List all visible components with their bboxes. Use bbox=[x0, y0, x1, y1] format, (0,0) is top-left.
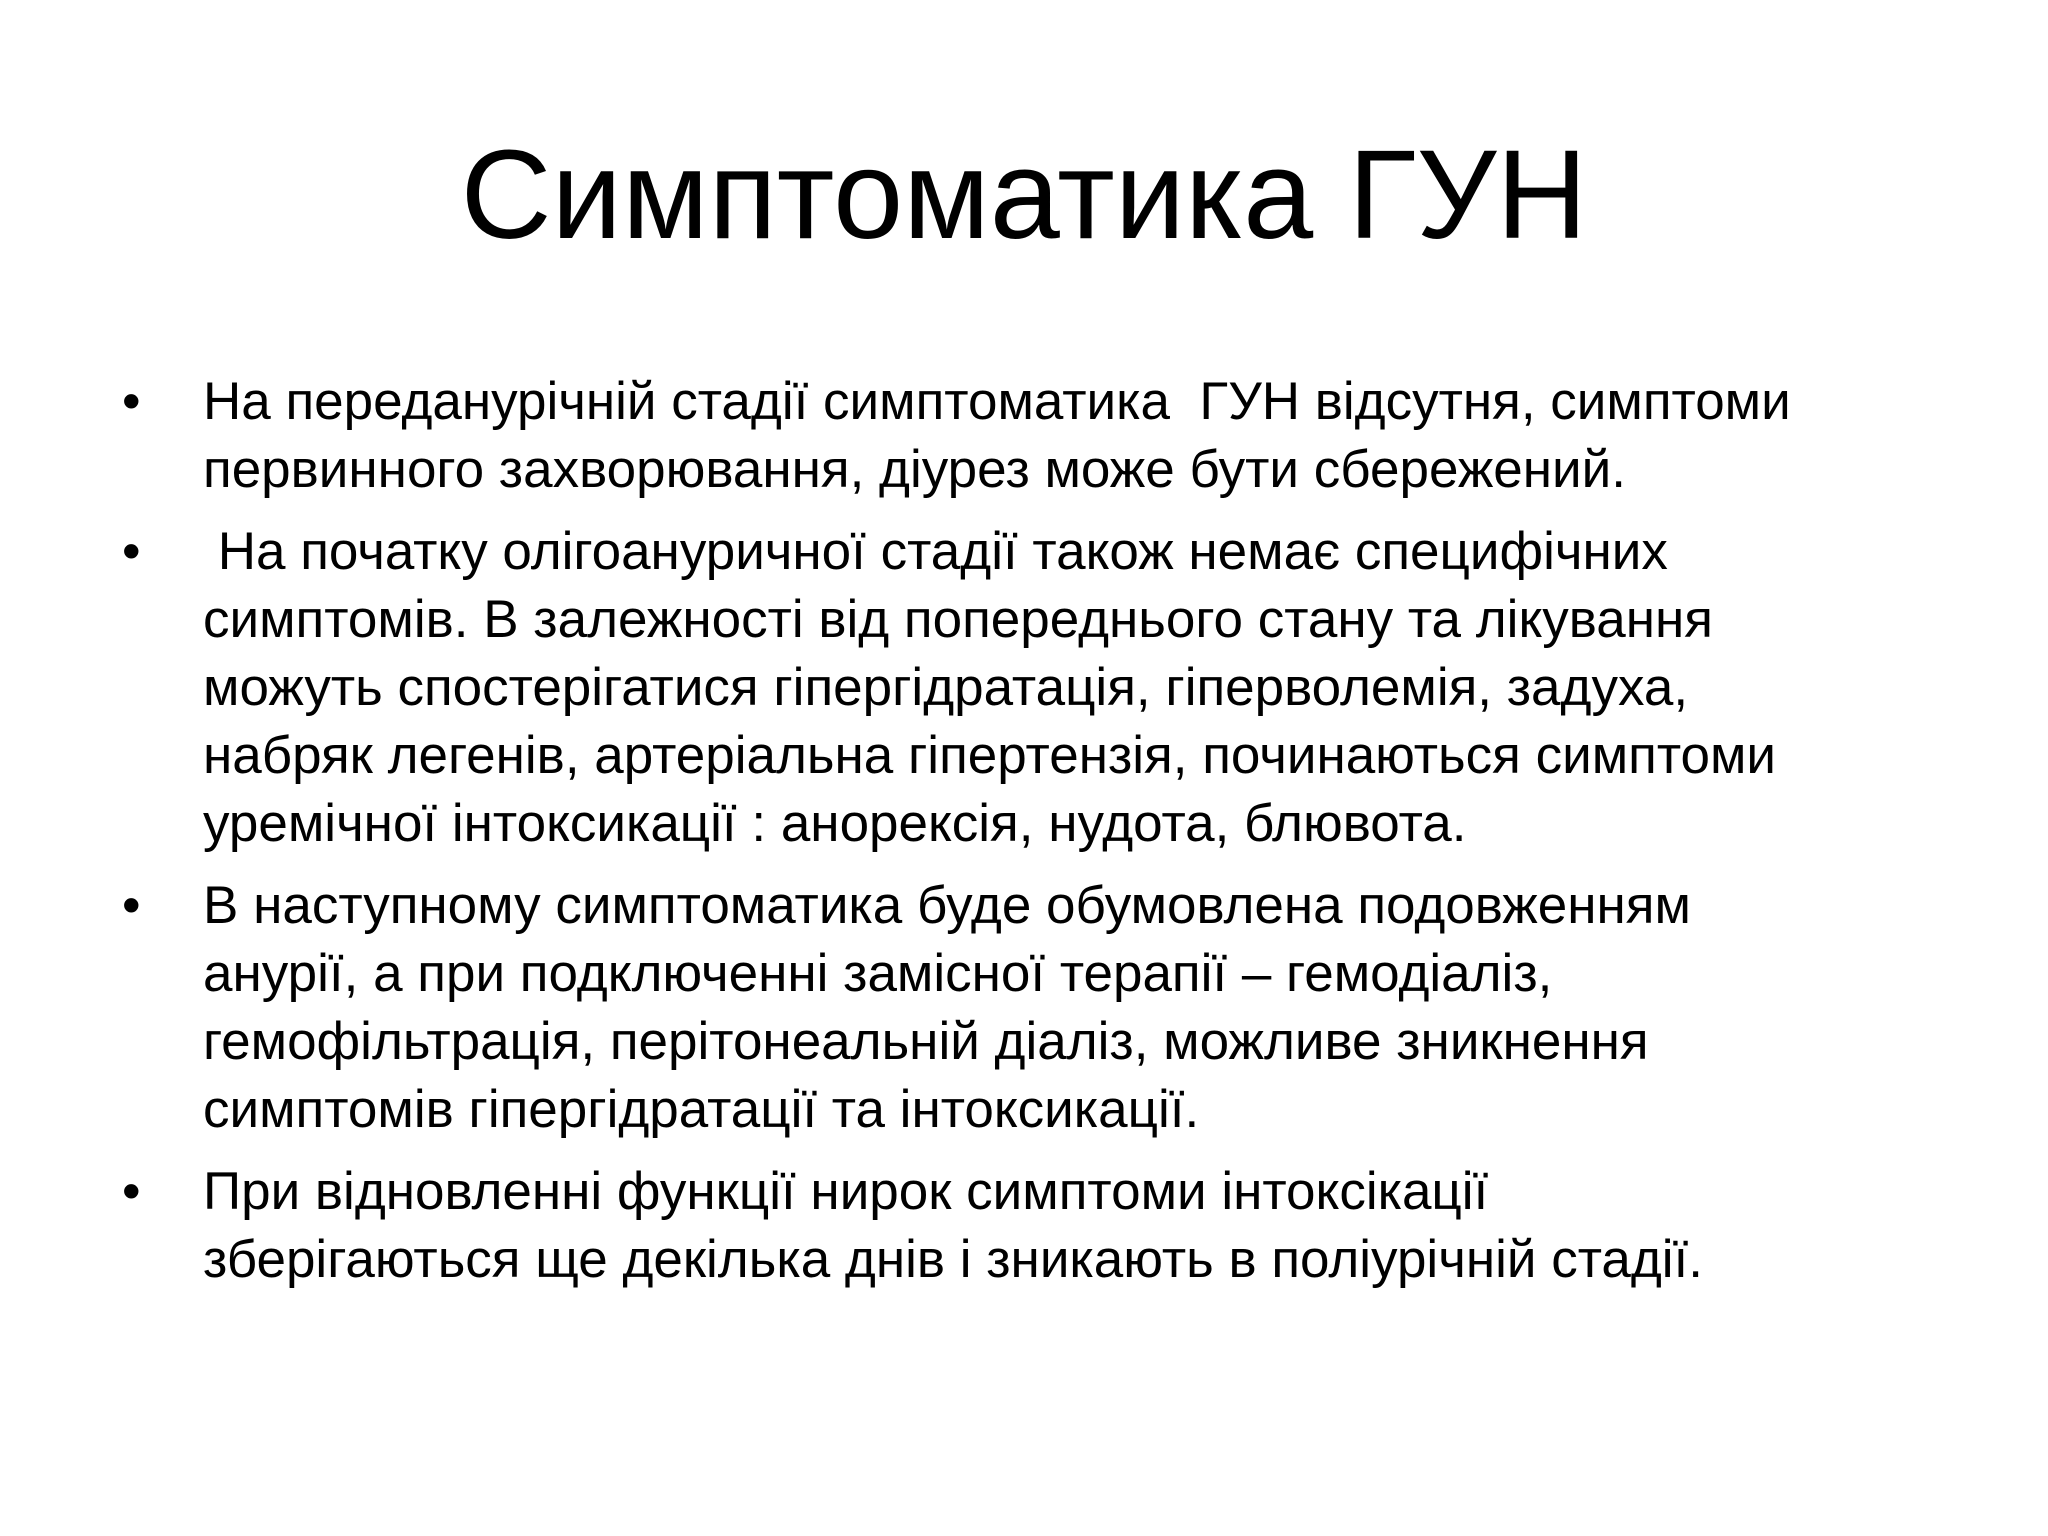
bullet-text-line: уремічної інтоксикації : анорексія, нудота, блювота. bbox=[203, 794, 1467, 853]
bullet-text-line: анурії, а при подключенні замісної терапії – гемодіаліз, bbox=[203, 944, 1553, 1003]
bullet-text-line: первинного захворювання, діурез може бути сбережений. bbox=[203, 440, 1626, 499]
bullet-marker: • bbox=[122, 522, 141, 581]
bullet-item-4 bbox=[120, 1158, 1920, 1294]
bullet-text-line: В наступному симптоматика буде обумовлена подовженням bbox=[203, 876, 1691, 935]
bullet-marker: • bbox=[122, 1162, 141, 1221]
bullet-text-line: гемофільтрація, перітонеальній діаліз, можливе зникнення bbox=[203, 1012, 1649, 1071]
bullet-text-line: симптомів. В залежності від попереднього стану та лікування bbox=[203, 590, 1714, 649]
bullet-text-line: При відновленні функції нирок симптоми інтоксікації bbox=[203, 1162, 1489, 1221]
bullet-item-1 bbox=[120, 368, 1920, 504]
bullet-text-line: симптомів гіпергідратації та інтоксикації. bbox=[203, 1080, 1200, 1139]
bullet-item-3 bbox=[120, 872, 1920, 1144]
bullet-text-line: набряк легенів, артеріальна гіпертензія, починаються симптоми bbox=[203, 726, 1777, 785]
bullet-text-line: зберігаються ще декілька днів і зникають в поліурічній стадії. bbox=[203, 1230, 1703, 1289]
bullet-item-2 bbox=[120, 518, 1920, 858]
bullet-list bbox=[120, 368, 1920, 1308]
bullet-marker: • bbox=[122, 876, 141, 935]
bullet-text-line: На переданурічній стадії симптоматика ГУН відсутня, симптоми bbox=[203, 372, 1791, 431]
bullet-marker: • bbox=[122, 372, 141, 431]
slide-title: Симптоматика ГУН bbox=[460, 124, 1588, 265]
bullet-text-line: На початку олігоануричної стадії також немає специфічних bbox=[203, 522, 1668, 581]
bullet-text-line: можуть спостерігатися гіпергідратація, гіперволемія, задуха, bbox=[203, 658, 1689, 717]
